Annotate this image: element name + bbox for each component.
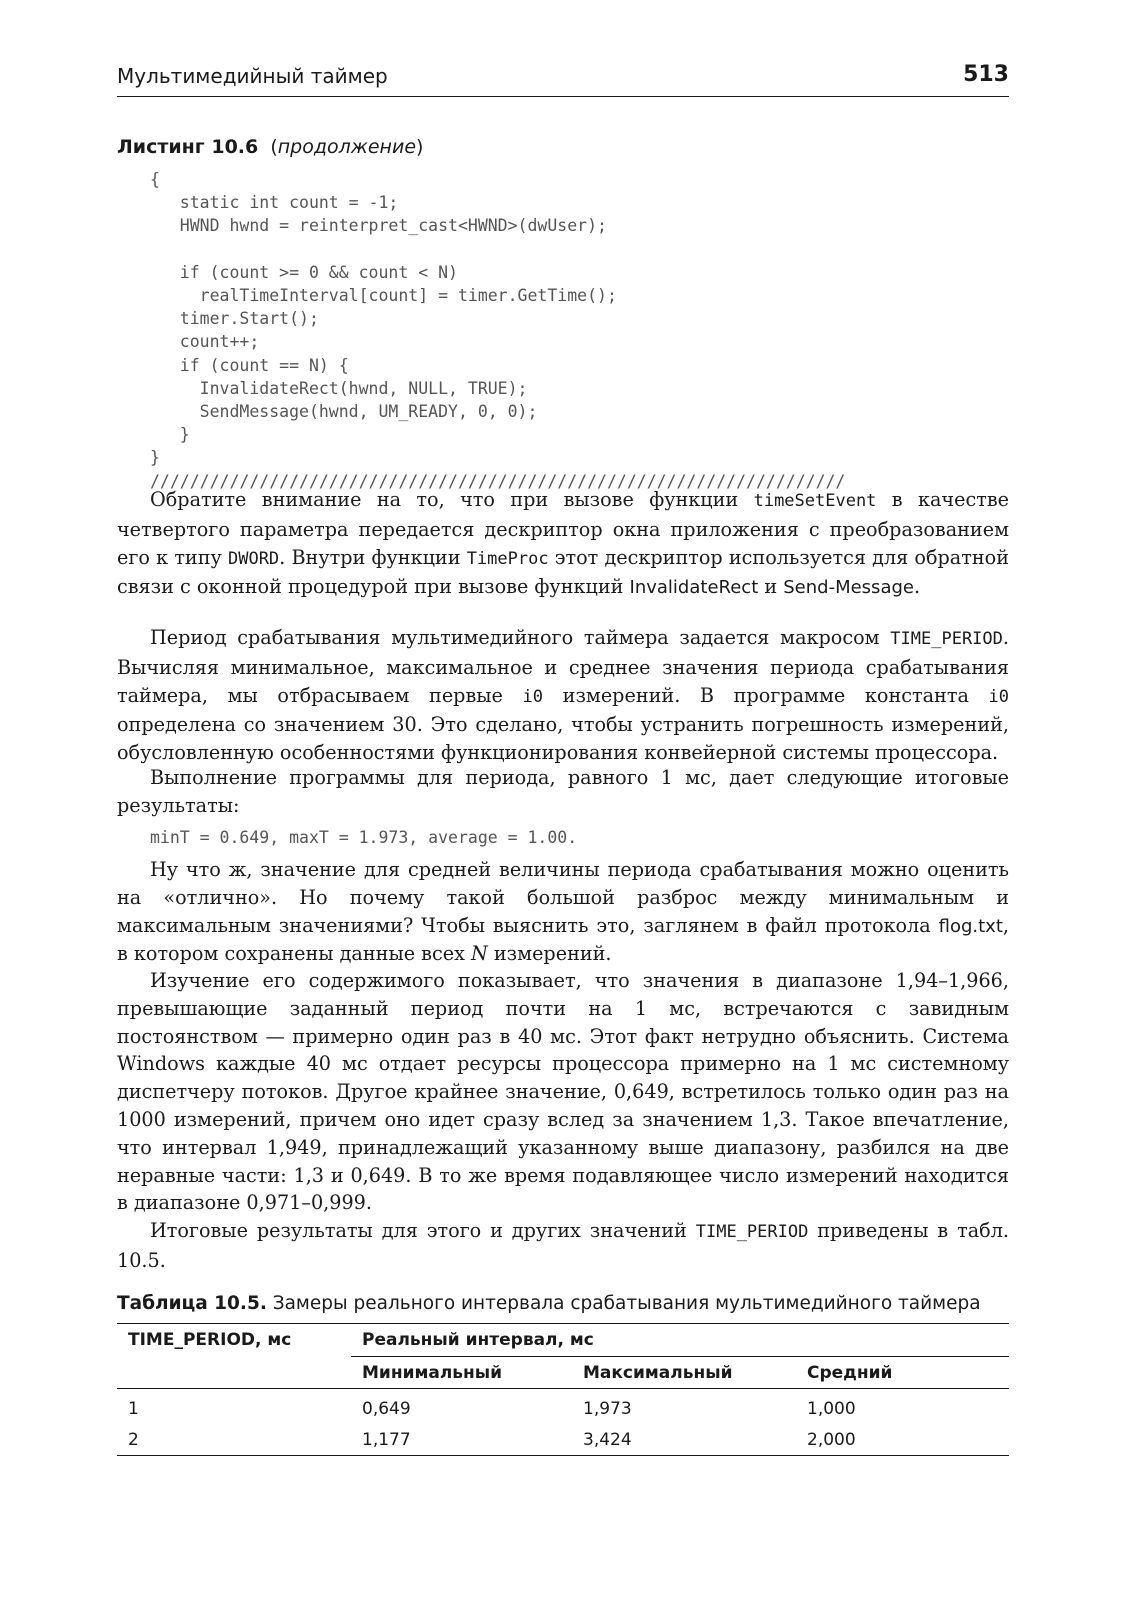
function-term: Send-Message [783,577,914,599]
cell-max: 1,973 [572,1389,796,1426]
column-header-min: Минимальный [351,1357,572,1389]
column-header-period: TIME_PERIOD, мс [128,1330,292,1351]
paragraph-timer-period: Период срабатывания мультимедийного таймера задается макросом TIME_PERIOD. Вычисляя минимальное, максимальное и среднее значения периода срабатывания таймера, мы отбрасываем первые i0 измерений. В программе константа i0 определена со значением 30. Это сделано, чтобы устранить погрешность измерений, обусловленную особенностями функционирования конвейерной системы процессора. [117,626,1010,765]
cell-max: 3,424 [572,1425,796,1456]
running-title: Мультимедийный таймер [117,64,388,88]
results-output: minT = 0.649, maxT = 1.973, average = 1.00. [150,828,578,847]
code-term: i0 [522,686,544,707]
code-listing: { static int count = -1; HWND hwnd = reinterpret_cast<HWND>(dwUser); if (count >= 0 && count < N) realTimeInterval[count] = timer.GetTime(); timer.Start(); count++; if (count == N) { InvalidateRect(hwnd, NULL, TRUE); SendMessage(hwnd, UM_READY, 0, 0); } } ////////////////////////////////////////////////////////////////////// [150,170,846,491]
table-row [117,1389,1009,1426]
page-header [117,62,1009,97]
code-term: DWORD [227,548,280,569]
table-label: Таблица 10.5. [117,1293,267,1314]
listing-continuation: продолжение [277,136,417,158]
code-term: TimeProc [466,548,549,569]
table-caption [117,1293,981,1314]
paragraph-handle-note: Обратите внимание на то, что при вызове функции timeSetEvent в качестве четвертого параметра передается дескриптор окна приложения с преобразованием его к типу DWORD. Внутри функции TimeProc этот дескриптор используется для обратной связи с оконной процедурой при вызове функций InvalidateRect и Send-Message. [117,488,1009,599]
table-row [117,1425,1009,1456]
column-header-max: Максимальный [572,1357,796,1389]
cell-period: 1 [117,1389,351,1426]
cell-min: 1,177 [351,1425,572,1456]
code-term: i0 [988,686,1010,707]
cell-period: 2 [117,1425,351,1456]
cell-avg: 1,000 [796,1389,1009,1426]
listing-caption: Листинг 10.6 (продолжение) [117,136,424,158]
table-title: Замеры реального интервала срабатывания мультимедийного таймера [272,1293,981,1314]
code-term: TIME_PERIOD [890,629,1003,649]
code-term: timeSetEvent [753,491,877,511]
cell-avg: 2,000 [796,1425,1009,1456]
code-term: TIME_PERIOD [695,1222,809,1242]
paragraph-table-ref: Итоговые результаты для этого и других значений TIME_PERIOD приведены в табл. 10.5. [117,1219,1009,1272]
page-number: 513 [963,62,1009,87]
results-table [117,1323,1009,1456]
paragraph-analysis: Ну что ж, значение для средней величины периода срабатывания можно оценить на «отлично». Но почему такой большой разброс между минимальным и максимальным значениями? Чтобы выяснить это, заглянем в файл протокола flog.txt, в котором сохранены данные всех N измерений. [117,858,1009,966]
paragraph-windows-explanation: Изучение его содержимого показывает, что значения в диапазоне 1,94–1,966, превышающие заданный период почти на 1 мс, встречаются с завидным постоянством — примерно один раз в 40 мс. Этот факт нетрудно объяснить. Система Windows каждые 40 мс отдает ресурсы процессора примерно на 1 мс системному диспетчеру потоков. Другое крайнее значение, 0,649, встретилось только один раз на 1000 измерений, причем оно идет сразу вслед за значением 1,3. Такое впечатление, что интервал 1,949, принадлежащий указанному выше диапазону, разбился на две неравные части: 1,3 и 0,649. В то же время подавляющее число измерений находится в диапазоне 0,971–0,999. [117,969,1009,1215]
paragraph-results-intro: Выполнение программы для периода, равного 1 мс, дает следующие итоговые результаты: [117,766,1009,817]
cell-min: 0,649 [351,1389,572,1426]
group-header-interval: Реальный интервал, мс [362,1330,594,1350]
file-term: flog.txt [938,915,1003,937]
function-term: InvalidateRect [629,577,759,599]
listing-label: Листинг 10.6 [117,136,259,158]
column-header-avg: Средний [796,1357,1009,1389]
